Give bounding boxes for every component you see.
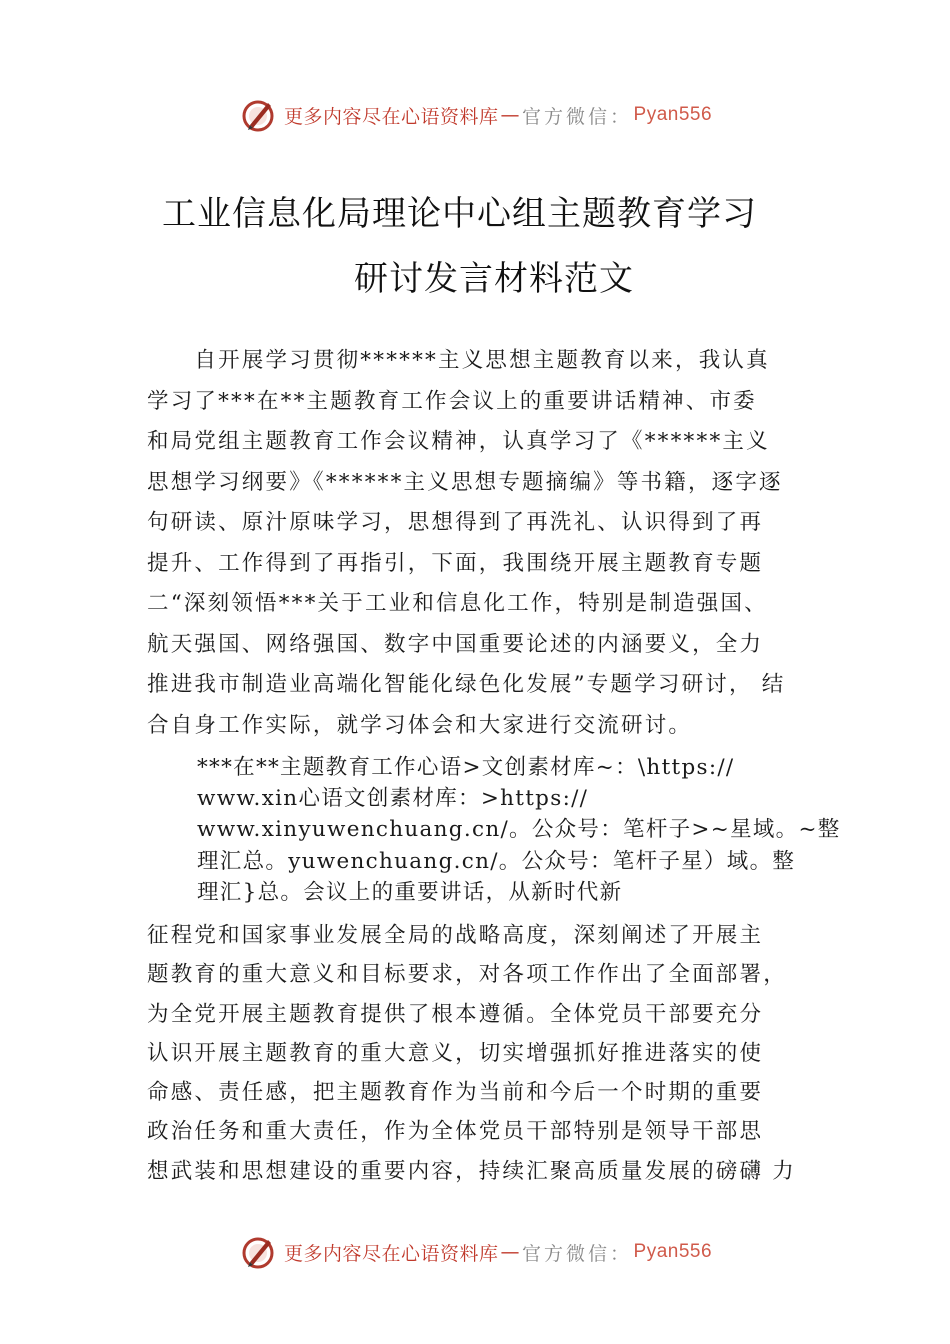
banner-wechat-label: 官方微信 (521, 105, 610, 128)
text-line: 理汇总。yuwenchuang.cn/。公众号：笔杆子星）域。整 (197, 848, 796, 874)
banner-wechat-id: Pyan556 (633, 104, 713, 125)
text-line: 为全党开展主题教育提供了根本遵循。全体党员干部要充分 (147, 1001, 764, 1027)
indented-quote-block (197, 752, 841, 908)
banner-text (284, 1239, 712, 1266)
pen-logo-icon (238, 1232, 278, 1272)
pen-logo-icon (238, 95, 278, 135)
text-line: 政治任务和重大责任，作为全体党员干部特别是领导干部思 (147, 1119, 764, 1145)
banner-main-text: 更多内容尽在心语资料库 (283, 1242, 499, 1265)
footer-banner (0, 1232, 950, 1272)
text-line: www.xin心语文创素材库：>https:// (197, 786, 589, 812)
banner-main-text: 更多内容尽在心语资料库 (283, 105, 499, 128)
text-line: 征程党和国家事业发展全局的战略高度，深刻阐述了开展主 (147, 923, 764, 948)
text-line: 句研读、原汁原味学习，思想得到了再洗礼、认识得到了再 (147, 510, 764, 535)
text-line: 想武装和思想建设的重要内容，持续汇聚高质量发展的磅礴 力 (147, 1158, 796, 1184)
text-line: ***在**主题教育工作心语>文创素材库~：\https:// (197, 755, 735, 780)
banner-separator: — (500, 1241, 520, 1263)
body-paragraph-1 (147, 341, 827, 746)
banner-text (284, 102, 712, 129)
banner-separator: — (500, 104, 520, 126)
text-line: 推进我市制造业高端化智能化绿色化发展”专题学习研讨， 结 (147, 672, 786, 697)
document-title-line-1: 工业信息化局理论中心组主题教育学习 (162, 194, 757, 234)
text-line: 和局党组主题教育工作会议精神，认真学习了《******主义 (147, 429, 770, 454)
body-paragraph-2 (147, 916, 827, 1191)
text-line: 提升、工作得到了再指引，下面，我围绕开展主题教育专题 (147, 550, 764, 576)
banner-wechat-id: Pyan556 (633, 1241, 713, 1262)
text-line: 命感、责任感，把主题教育作为当前和今后一个时期的重要 (147, 1080, 764, 1106)
banner-colon: ： (610, 105, 630, 128)
text-line: 理汇}总。会议上的重要讲话，从新时代新 (197, 879, 623, 905)
text-line: 认识开展主题教育的重大意义，切实增强抓好推进落实的使 (147, 1040, 764, 1066)
text-line: 题教育的重大意义和目标要求，对各项工作作出了全面部署， (147, 962, 787, 988)
text-line: 学习了***在**主题教育工作会议上的重要讲话精神、市委 (147, 388, 757, 414)
text-line: 自开展学习贯彻******主义思想主题教育以来，我认真 (147, 348, 770, 373)
banner-wechat-label: 官方微信 (521, 1242, 610, 1265)
document-title-line-2: 研讨发言材料范文 (354, 259, 634, 299)
text-line: 合自身工作实际，就学习体会和大家进行交流研讨。 (147, 712, 693, 738)
text-line: 思想学习纲要》《******主义思想专题摘编》等书籍，逐字逐 (147, 469, 783, 495)
banner-colon: ： (610, 1242, 630, 1265)
text-line: 航天强国、网络强国、数字中国重要论述的内涵要义，全力 (147, 631, 764, 657)
text-line: www.xinyuwenchuang.cn/。公众号：笔杆子>~星域。~整 (197, 817, 841, 843)
header-banner (0, 95, 950, 135)
text-line: 二“深刻领悟***关于工业和信息化工作，特别是制造强国、 (147, 591, 768, 616)
